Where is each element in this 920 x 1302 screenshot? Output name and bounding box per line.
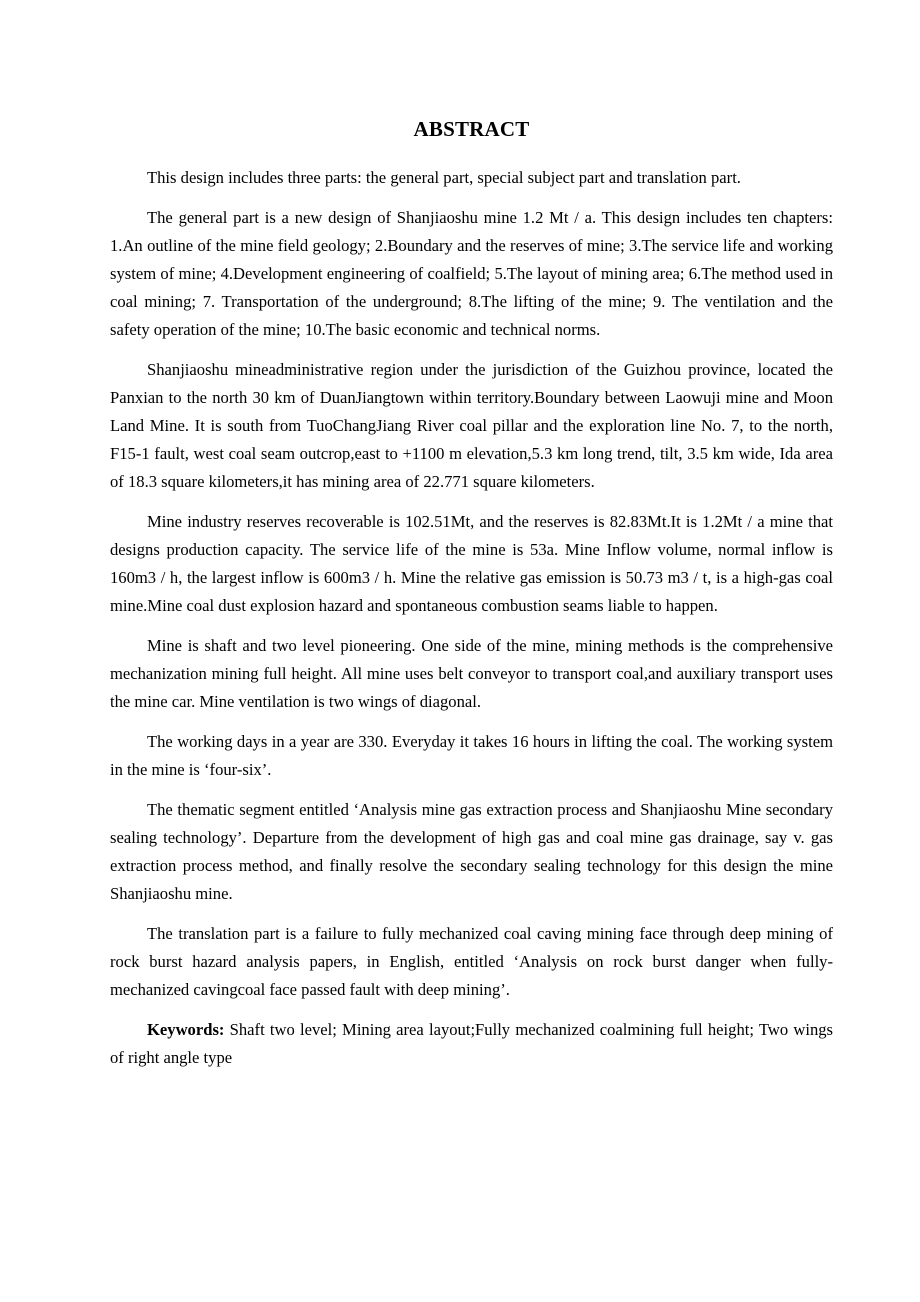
paragraph-general-part: The general part is a new design of Shanjiaoshu mine 1.2 Mt / a. This design includes ten chapters: 1.An outline of the mine field geology; 2.Boundary and the reserves of mine; 3.The service life and working system of mine; 4.Development engineering of coalfield; 5.The layout of mining area; 6.The method used in coal mining; 7. Transportation of the underground; 8.The lifting of the mine; 9. The ventilation and the safety operation of the mine; 10.The basic economic and technical norms.: [110, 208, 833, 339]
paragraph-translation-part: The translation part is a failure to fully mechanized coal caving mining face through deep mining of rock burst hazard analysis papers, in English, entitled ‘Analysis on rock burst danger when fully-mechanized cavingcoal face passed fault with deep mining’.: [110, 924, 833, 999]
paragraph-reserves: Mine industry reserves recoverable is 102.51Mt, and the reserves is 82.83Mt.It is 1.2Mt / a mine that designs production capacity. The service life of the mine is 53a. Mine Inflow volume, normal inflow is 160m3 / h, the largest inflow is 600m3 / h. Mine the relative gas emission is 50.73 m3 / t, is a high-gas coal mine.Mine coal dust explosion hazard and spontaneous combustion seams liable to happen.: [110, 512, 833, 615]
paragraph-overview: This design includes three parts: the general part, special subject part and translation part.: [147, 168, 741, 187]
paragraph-development: Mine is shaft and two level pioneering. One side of the mine, mining methods is the comprehensive mechanization mining full height. All mine uses belt conveyor to transport coal,and auxiliary transport uses the mine car. Mine ventilation is two wings of diagonal.: [110, 636, 833, 711]
paragraph-thematic-segment: The thematic segment entitled ‘Analysis mine gas extraction process and Shanjiaoshu Mine secondary sealing technology’. Departure from the development of high gas and coal mine gas drainage, say v. gas extraction process method, and finally resolve the secondary sealing technology for this design the mine Shanjiaoshu mine.: [110, 800, 833, 903]
keywords-text: Shaft two level; Mining area layout;Fully mechanized coalmining full height; Two wings of right angle type: [110, 1020, 833, 1067]
paragraph-location: Shanjiaoshu mineadministrative region under the jurisdiction of the Guizhou province, located the Panxian to the north 30 km of DuanJiangtown within territory.Boundary between Laowuji mine and Moon Land Mine. It is south from TuoChangJiang River coal pillar and the exploration line No. 7, to the north, F15-1 fault, west coal seam outcrop,east to +1100 m elevation,5.3 km long trend, tilt, 3.5 km wide, Ida area of 18.3 square kilometers,it has mining area of 22.771 square kilometers.: [110, 360, 833, 491]
keywords-paragraph: [110, 1016, 833, 1072]
paragraph-working-system: The working days in a year are 330. Everyday it takes 16 hours in lifting the coal. The working system in the mine is ‘four-six’.: [110, 732, 833, 779]
keywords-label: Keywords:: [147, 1020, 225, 1039]
abstract-title: ABSTRACT: [413, 117, 530, 141]
document-page: [110, 116, 833, 1084]
